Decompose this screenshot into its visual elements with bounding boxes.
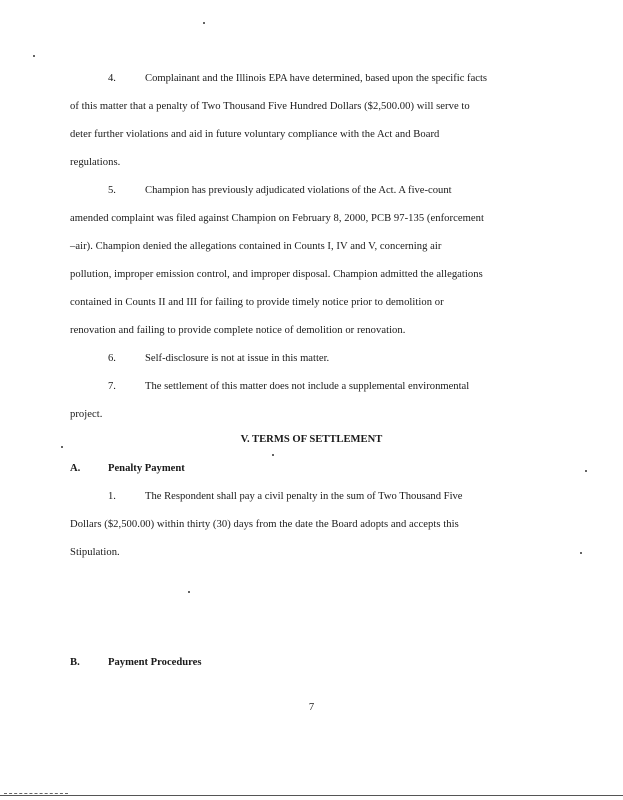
para-5-line-3: –air). Champion denied the allegations contained in Counts I, IV and V, concerning air <box>70 241 442 252</box>
para-7-number: 7. <box>108 381 116 392</box>
para-5-line-2: amended complaint was filed against Champion on February 8, 2000, PCB 97-135 (enforcement <box>70 213 484 224</box>
para-4-number: 4. <box>108 73 116 84</box>
scan-speck <box>33 55 35 57</box>
page-number: 7 <box>308 702 315 713</box>
para-a1-line-3: Stipulation. <box>70 547 120 558</box>
para-5-line-4: pollution, improper emission control, and improper disposal. Champion admitted the allegations <box>70 269 483 280</box>
para-5-line-1: Champion has previously adjudicated violations of the Act. A five-count <box>145 185 452 196</box>
scan-speck <box>272 454 274 456</box>
scan-speck <box>61 446 63 448</box>
para-5-number: 5. <box>108 185 116 196</box>
para-4-line-2: of this matter that a penalty of Two Thousand Five Hundred Dollars ($2,500.00) will serve to <box>70 101 470 112</box>
para-a1-number: 1. <box>108 491 116 502</box>
scan-speck <box>585 470 587 472</box>
para-5-line-6: renovation and failing to provide complete notice of demolition or renovation. <box>70 325 406 336</box>
scan-speck <box>580 552 582 554</box>
para-4-line-1: Complainant and the Illinois EPA have determined, based upon the specific facts <box>145 73 488 84</box>
para-6-number: 6. <box>108 353 116 364</box>
section-a-letter: A. <box>70 463 81 474</box>
bottom-edge-rule <box>0 795 623 796</box>
section-heading-terms-of-settlement: V. TERMS OF SETTLEMENT <box>240 434 383 445</box>
para-7-line-1: The settlement of this matter does not include a supplemental environmental <box>145 381 470 392</box>
para-7-line-2: project. <box>70 409 103 420</box>
section-a-title: Penalty Payment <box>108 463 185 474</box>
scan-speck <box>188 591 190 593</box>
para-a1-line-1: The Respondent shall pay a civil penalty in the sum of Two Thousand Five <box>145 491 463 502</box>
section-b-letter: B. <box>70 657 80 668</box>
para-4-line-4: regulations. <box>70 157 121 168</box>
para-5-line-5: contained in Counts II and III for failing to provide timely notice prior to demolition or <box>70 297 444 308</box>
para-a1-line-2: Dollars ($2,500.00) within thirty (30) days from the date the Board adopts and accepts this <box>70 519 459 530</box>
para-6-line-1: Self-disclosure is not at issue in this matter. <box>145 353 330 364</box>
section-b-title: Payment Procedures <box>108 657 202 668</box>
scan-speck <box>203 22 205 24</box>
para-4-line-3: deter further violations and aid in future voluntary compliance with the Act and Board <box>70 129 440 140</box>
